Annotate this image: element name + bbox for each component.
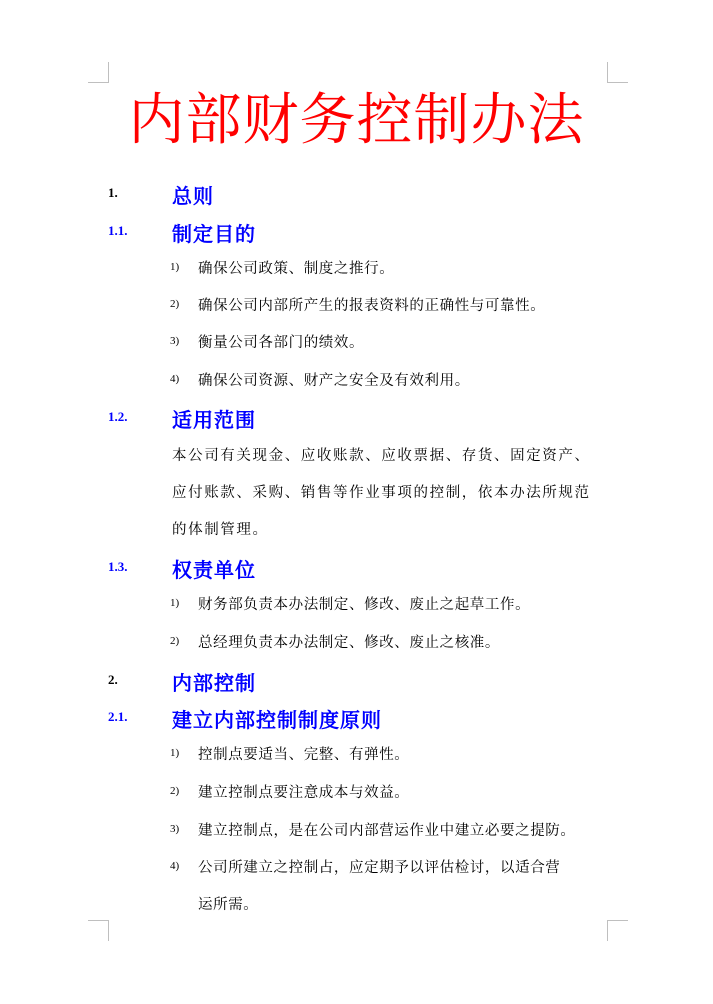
subsection-heading bbox=[0, 218, 713, 246]
document-title: 内部财务控制办法 bbox=[128, 88, 585, 153]
margin-corner-bottom-right bbox=[607, 920, 628, 941]
list-item-number: 1) bbox=[170, 597, 180, 609]
list-item-number: 3) bbox=[170, 335, 180, 347]
section-number: 2. bbox=[108, 672, 118, 687]
subsection-number: 1.1. bbox=[108, 223, 128, 238]
list-item-number: 1) bbox=[170, 747, 180, 759]
list-item-text: 公司所建立之控制占，应定期予以评估检讨，以适合营 bbox=[198, 860, 561, 876]
list-item-text: 建立控制点，是在公司内部营运作业中建立必要之提防。 bbox=[198, 823, 576, 839]
list-item-number: 3) bbox=[170, 823, 180, 835]
subsection-heading bbox=[0, 404, 713, 432]
list-item-number: 4) bbox=[170, 373, 180, 385]
subsection-number: 1.3. bbox=[108, 559, 128, 574]
list-item-number: 4) bbox=[170, 860, 180, 872]
section-heading bbox=[0, 667, 713, 695]
subsection-heading bbox=[0, 554, 713, 582]
list-item-text: 建立控制点要注意成本与效益。 bbox=[198, 785, 410, 801]
list-item-number: 2) bbox=[170, 635, 180, 647]
paragraph-text: 的体制管理。 bbox=[172, 522, 269, 538]
subsection-title: 建立内部控制制度原则 bbox=[172, 708, 382, 732]
list-item-number: 2) bbox=[170, 785, 180, 797]
subsection-title: 权责单位 bbox=[172, 558, 256, 582]
list-item-text: 财务部负责本办法制定、修改、废止之起草工作。 bbox=[198, 597, 531, 613]
section-number: 1. bbox=[108, 185, 118, 200]
section-title: 内部控制 bbox=[172, 671, 256, 695]
paragraph-text: 应付账款、采购、销售等作业事项的控制，依本办法所规范 bbox=[172, 485, 591, 501]
section-title: 总则 bbox=[172, 184, 214, 208]
list-item-text: 运所需。 bbox=[198, 897, 259, 913]
paragraph-text: 本公司有关现金、应收账款、应收票据、存货、固定资产、 bbox=[172, 448, 591, 464]
list-item-text: 控制点要适当、完整、有弹性。 bbox=[198, 747, 410, 763]
subsection-title: 制定目的 bbox=[172, 222, 256, 246]
list-item-text: 衡量公司各部门的绩效。 bbox=[198, 335, 365, 351]
margin-corner-top-left bbox=[88, 62, 109, 83]
subsection-number: 2.1. bbox=[108, 709, 128, 724]
margin-corner-bottom-left bbox=[88, 920, 109, 941]
list-item-number: 1) bbox=[170, 261, 180, 273]
list-item-text: 确保公司政策、制度之推行。 bbox=[198, 261, 395, 277]
list-item-text: 确保公司资源、财产之安全及有效利用。 bbox=[198, 373, 470, 389]
list-item-text: 确保公司内部所产生的报表资料的正确性与可靠性。 bbox=[198, 298, 546, 314]
subsection-heading bbox=[0, 704, 713, 732]
margin-corner-top-right bbox=[607, 62, 628, 83]
list-item-text: 总经理负责本办法制定、修改、废止之核准。 bbox=[198, 635, 500, 651]
list-item-number: 2) bbox=[170, 298, 180, 310]
subsection-number: 1.2. bbox=[108, 409, 128, 424]
section-heading bbox=[0, 180, 713, 208]
subsection-title: 适用范围 bbox=[172, 408, 256, 432]
